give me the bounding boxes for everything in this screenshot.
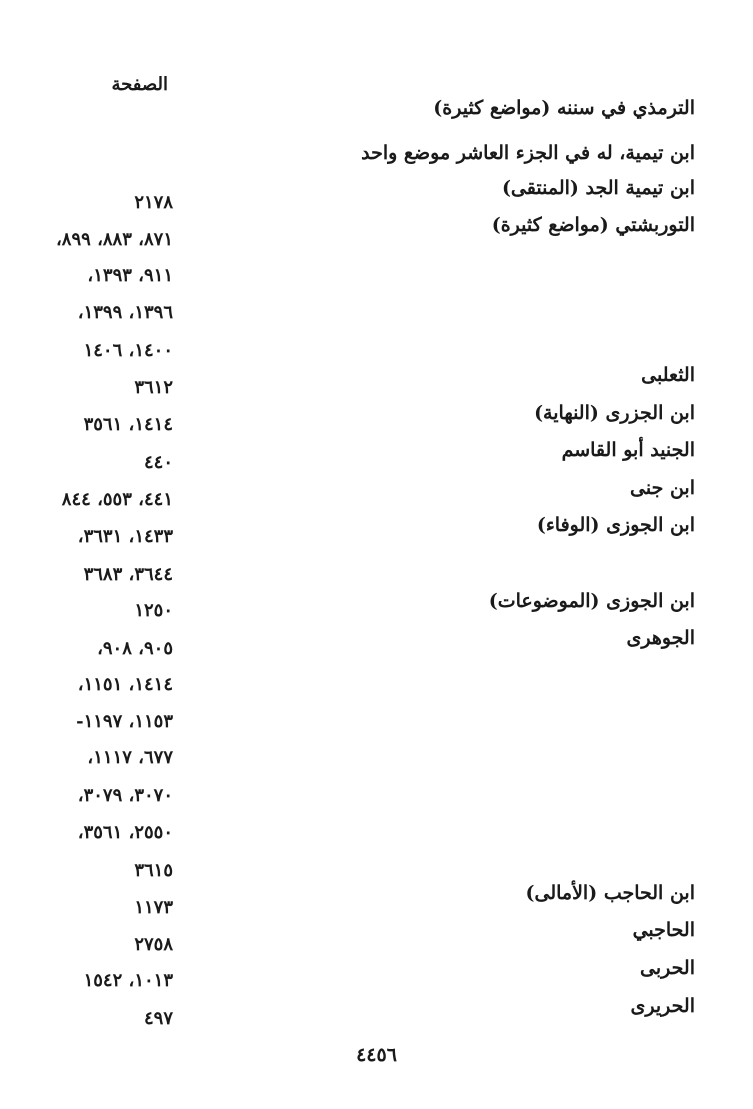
page-ref: ١١٧٣	[134, 897, 173, 918]
page-ref: ٩٠٥، ٩٠٨،	[97, 638, 173, 659]
page-ref: ١٤١٤، ١١٥١،	[77, 674, 173, 695]
entry-hajibi: الحاجبي	[632, 919, 695, 941]
entry-turbashti: التوربشتي (مواضع كثيرة)	[491, 214, 695, 236]
page-ref: ٣٦١٢	[134, 377, 173, 398]
entry-tirmidhi: الترمذي في سننه (مواضع كثيرة)	[433, 97, 695, 119]
entry-harbi: الحربى	[640, 957, 695, 979]
page-ref: ٣٦١٥	[134, 860, 173, 881]
entry-ibn-jazari: ابن الجزرى (النهاية)	[534, 402, 695, 424]
entry-hariri: الحريرى	[630, 995, 695, 1017]
page-ref: ٤٤٠	[143, 452, 173, 473]
entry-thalabi: الثعلبى	[641, 364, 695, 386]
page-ref: ١٢٥٠	[134, 600, 173, 621]
entry-ibn-taymiyya: ابن تيمية، له في الجزء العاشر موضع واحد	[361, 142, 695, 164]
page-ref: ٤٩٧	[143, 1008, 173, 1029]
page-ref: ١٣٩٦، ١٣٩٩،	[77, 302, 173, 323]
page-ref: ١٤٣٣، ٣٦٣١،	[77, 526, 173, 547]
entry-jawhari: الجوهرى	[626, 627, 695, 649]
page-ref: ٤٤١، ٥٥٣، ٨٤٤	[61, 489, 173, 510]
page-ref: ١٠١٣، ١٥٤٢	[83, 970, 173, 991]
entry-ibn-taymiyya-grandfather: ابن تيمية الجد (المنتقى)	[501, 177, 695, 199]
page-ref: ١٤٠٠، ١٤٠٦	[83, 340, 173, 361]
page-number: ٤٤٥٦	[356, 1044, 397, 1066]
page-ref: ١٤١٤، ٣٥٦١	[83, 414, 173, 435]
page-ref: ٩١١، ١٣٩٣،	[87, 265, 173, 286]
page-column-title: الصفحة	[111, 74, 168, 95]
page-ref: ٦٧٧، ١١١٧،	[87, 747, 173, 768]
page-ref: ٢١٧٨	[134, 192, 173, 213]
page-ref: ١١٥٣، ١١٩٧-	[76, 711, 173, 732]
page-ref: ٣٦٤٤، ٣٦٨٣	[83, 564, 173, 585]
entry-ibn-jawzi-mawduat: ابن الجوزى (الموضوعات)	[488, 590, 695, 612]
entry-ibn-hajib: ابن الحاجب (الأمالى)	[525, 882, 695, 904]
page-ref: ٨٧١، ٨٨٣، ٨٩٩،	[55, 229, 173, 250]
entry-ibn-jawzi-wafa: ابن الجوزى (الوفاء)	[536, 514, 695, 536]
page-ref: ٢٥٥٠، ٣٥٦١،	[77, 822, 173, 843]
entry-junayd: الجنيد أبو القاسم	[561, 439, 695, 461]
page-ref: ٢٧٥٨	[134, 934, 173, 955]
page-ref: ٣٠٧٠، ٣٠٧٩،	[77, 785, 173, 806]
entry-ibn-jinni: ابن جنى	[630, 477, 695, 499]
